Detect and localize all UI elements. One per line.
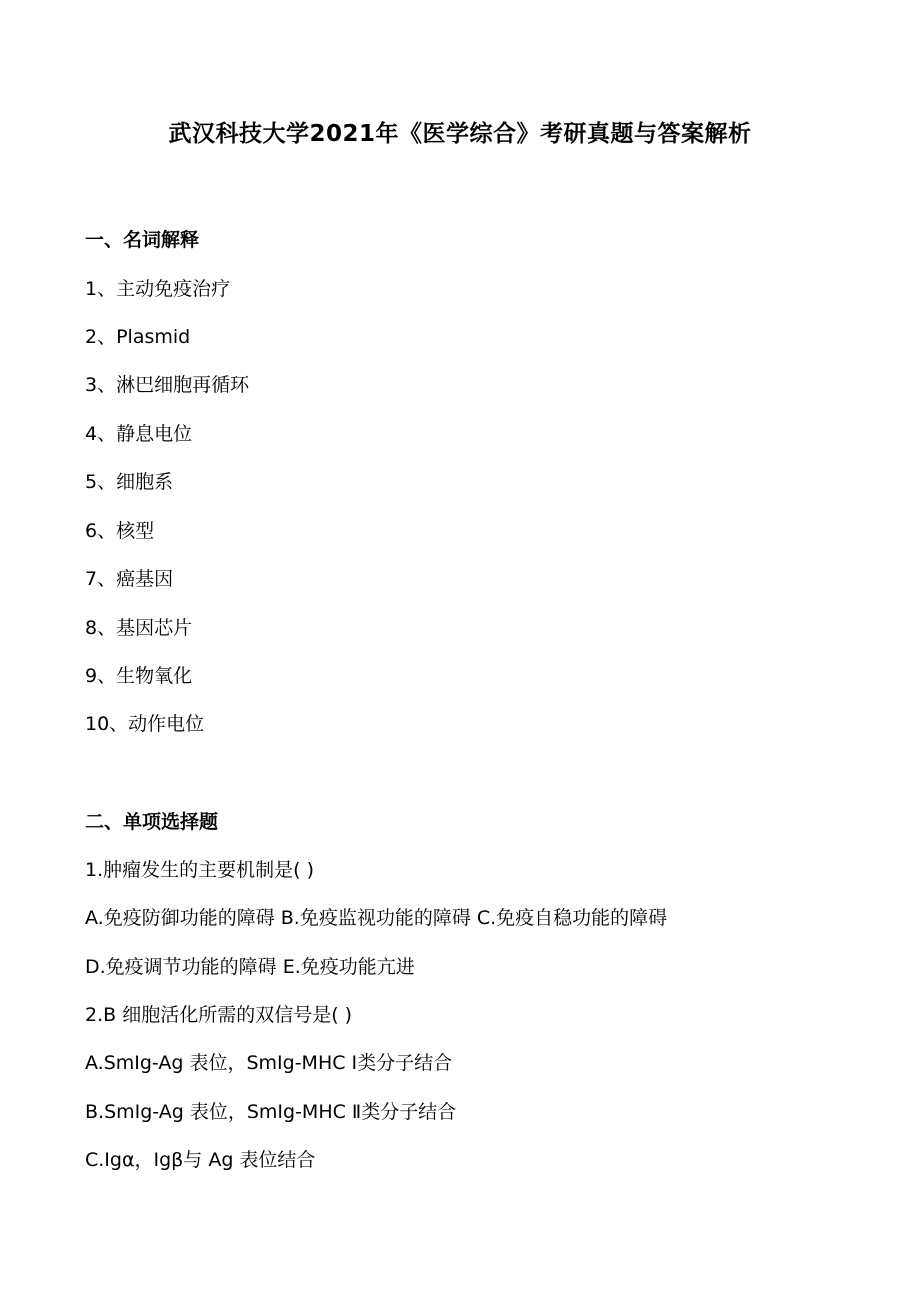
term-item: 6、核型 [85, 520, 155, 542]
term-item: 9、生物氧化 [85, 665, 193, 687]
term-item: 5、细胞系 [85, 471, 174, 493]
term-item: 8、基因芯片 [85, 617, 193, 639]
term-item: 4、静息电位 [85, 423, 193, 445]
term-item: 3、淋巴细胞再循环 [85, 374, 250, 396]
question-options: D.免疫调节功能的障碍 E.免疫功能亢进 [85, 956, 415, 978]
question-option: A.SmIg-Ag 表位，SmIg-MHC Ⅰ类分子结合 [85, 1052, 453, 1074]
section-heading-single-choice: 二、单项选择题 [85, 811, 219, 833]
question-option: C.Igα，Igβ与 Ag 表位结合 [85, 1149, 316, 1171]
question-text: 2.B 细胞活化所需的双信号是( ) [85, 1004, 353, 1026]
question-text: 1.肿瘤发生的主要机制是( ) [85, 859, 314, 881]
question-option: B.SmIg-Ag 表位，SmIg-MHC Ⅱ类分子结合 [85, 1101, 457, 1123]
document-title: 武汉科技大学2021年《医学综合》考研真题与答案解析 [168, 121, 752, 147]
term-item: 2、Plasmid [85, 326, 191, 348]
question-options: A.免疫防御功能的障碍 B.免疫监视功能的障碍 C.免疫自稳功能的障碍 [85, 907, 668, 929]
term-item: 1、主动免疫治疗 [85, 278, 231, 300]
section-heading-glossary: 一、名词解释 [85, 229, 200, 251]
term-item: 7、癌基因 [85, 568, 174, 590]
term-item: 10、动作电位 [85, 713, 205, 735]
